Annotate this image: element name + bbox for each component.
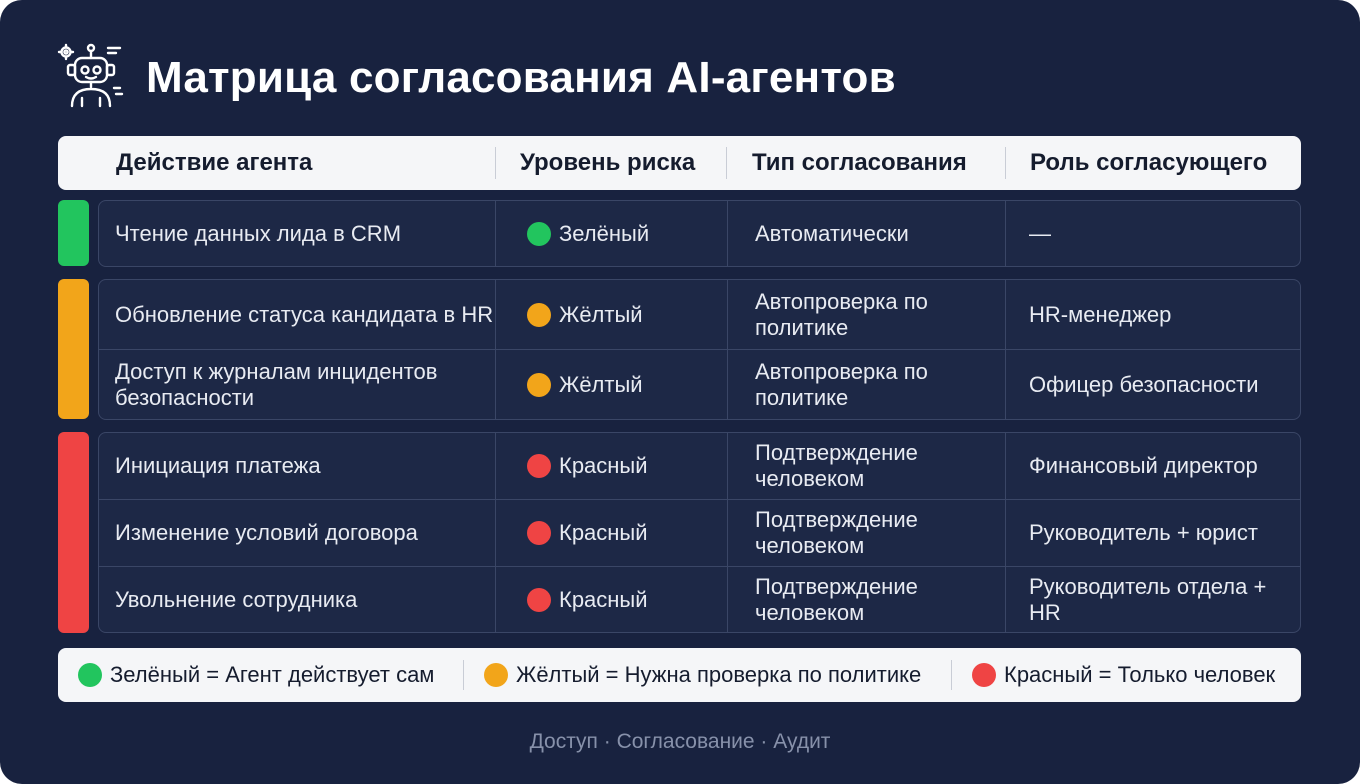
cell-type: Подтверждение человеком bbox=[755, 440, 918, 491]
risk-label: Красный bbox=[559, 520, 648, 545]
cell-role: Финансовый директор bbox=[1029, 453, 1258, 478]
table-group-red bbox=[98, 432, 1301, 633]
risk-label: Зелёный bbox=[559, 220, 650, 246]
cell-risk bbox=[527, 567, 727, 632]
header-type: Тип согласования bbox=[752, 149, 967, 176]
legend-label: Красный = Только человек bbox=[1004, 662, 1276, 687]
risk-label: Жёлтый bbox=[559, 301, 643, 327]
table-row bbox=[99, 567, 1300, 632]
red-dot-icon bbox=[527, 521, 551, 545]
cell-action: Доступ к журналам инцидентов безопасности bbox=[115, 358, 438, 410]
header-role: Роль согласующего bbox=[1030, 149, 1268, 176]
legend-divider bbox=[951, 660, 952, 690]
cell-risk bbox=[527, 201, 727, 266]
green-dot-icon bbox=[527, 222, 551, 246]
cell-type: Автоматически bbox=[755, 220, 909, 246]
risk-label: Жёлтый bbox=[559, 371, 643, 397]
table-row bbox=[99, 433, 1300, 499]
cell-risk bbox=[527, 433, 727, 499]
header-divider bbox=[495, 147, 496, 179]
risk-bar-green bbox=[58, 200, 89, 266]
cell-role: — bbox=[1029, 220, 1051, 246]
risk-bar-red bbox=[58, 432, 89, 633]
cell-type: Подтверждение человеком bbox=[755, 573, 918, 625]
legend-item-red bbox=[972, 648, 1275, 702]
cell-role: Руководитель отдела + HR bbox=[1029, 573, 1267, 625]
legend-item-green bbox=[78, 648, 434, 702]
green-dot-icon bbox=[78, 663, 102, 687]
header-divider bbox=[726, 147, 727, 179]
table-row bbox=[99, 280, 1300, 349]
cell-role: HR-менеджер bbox=[1029, 301, 1172, 327]
yellow-dot-icon bbox=[484, 663, 508, 687]
legend-label: Зелёный = Агент действует сам bbox=[110, 662, 435, 687]
page-title: Матрица согласования AI-агентов bbox=[146, 53, 896, 102]
risk-label: Красный bbox=[559, 586, 648, 612]
table-row bbox=[99, 500, 1300, 566]
risk-label: Красный bbox=[559, 453, 648, 478]
legend-divider bbox=[463, 660, 464, 690]
cell-type: Автопроверка по политике bbox=[755, 288, 928, 340]
table-row bbox=[99, 350, 1300, 419]
red-dot-icon bbox=[972, 663, 996, 687]
yellow-dot-icon bbox=[527, 373, 551, 397]
cell-action: Увольнение сотрудника bbox=[115, 586, 358, 612]
table-group-yellow bbox=[98, 279, 1301, 420]
legend-item-yellow bbox=[484, 648, 921, 702]
footer-caption: Доступ · Согласование · Аудит bbox=[529, 730, 831, 753]
robot-icon bbox=[56, 42, 126, 112]
cell-type: Подтверждение человеком bbox=[755, 507, 918, 558]
red-dot-icon bbox=[527, 454, 551, 478]
table-group-green bbox=[98, 200, 1301, 267]
cell-risk bbox=[527, 280, 727, 349]
legend bbox=[58, 648, 1301, 702]
cell-type: Автопроверка по политике bbox=[755, 358, 928, 410]
legend-label: Жёлтый = Нужна проверка по политике bbox=[516, 662, 922, 687]
red-dot-icon bbox=[527, 588, 551, 612]
header-action: Действие агента bbox=[116, 149, 313, 176]
table-header bbox=[58, 136, 1301, 190]
cell-action: Обновление статуса кандидата в HR bbox=[115, 301, 494, 327]
cell-action: Инициация платежа bbox=[115, 453, 321, 478]
cell-risk bbox=[527, 500, 727, 566]
cell-action: Чтение данных лида в CRM bbox=[115, 220, 402, 246]
cell-action: Изменение условий договора bbox=[115, 520, 418, 545]
yellow-dot-icon bbox=[527, 303, 551, 327]
cell-role: Руководитель + юрист bbox=[1029, 520, 1258, 545]
header-risk: Уровень риска bbox=[520, 149, 696, 176]
header-divider bbox=[1005, 147, 1006, 179]
cell-risk bbox=[527, 350, 727, 419]
table-row bbox=[99, 201, 1300, 266]
risk-bar-yellow bbox=[58, 279, 89, 419]
cell-role: Офицер безопасности bbox=[1029, 371, 1259, 397]
